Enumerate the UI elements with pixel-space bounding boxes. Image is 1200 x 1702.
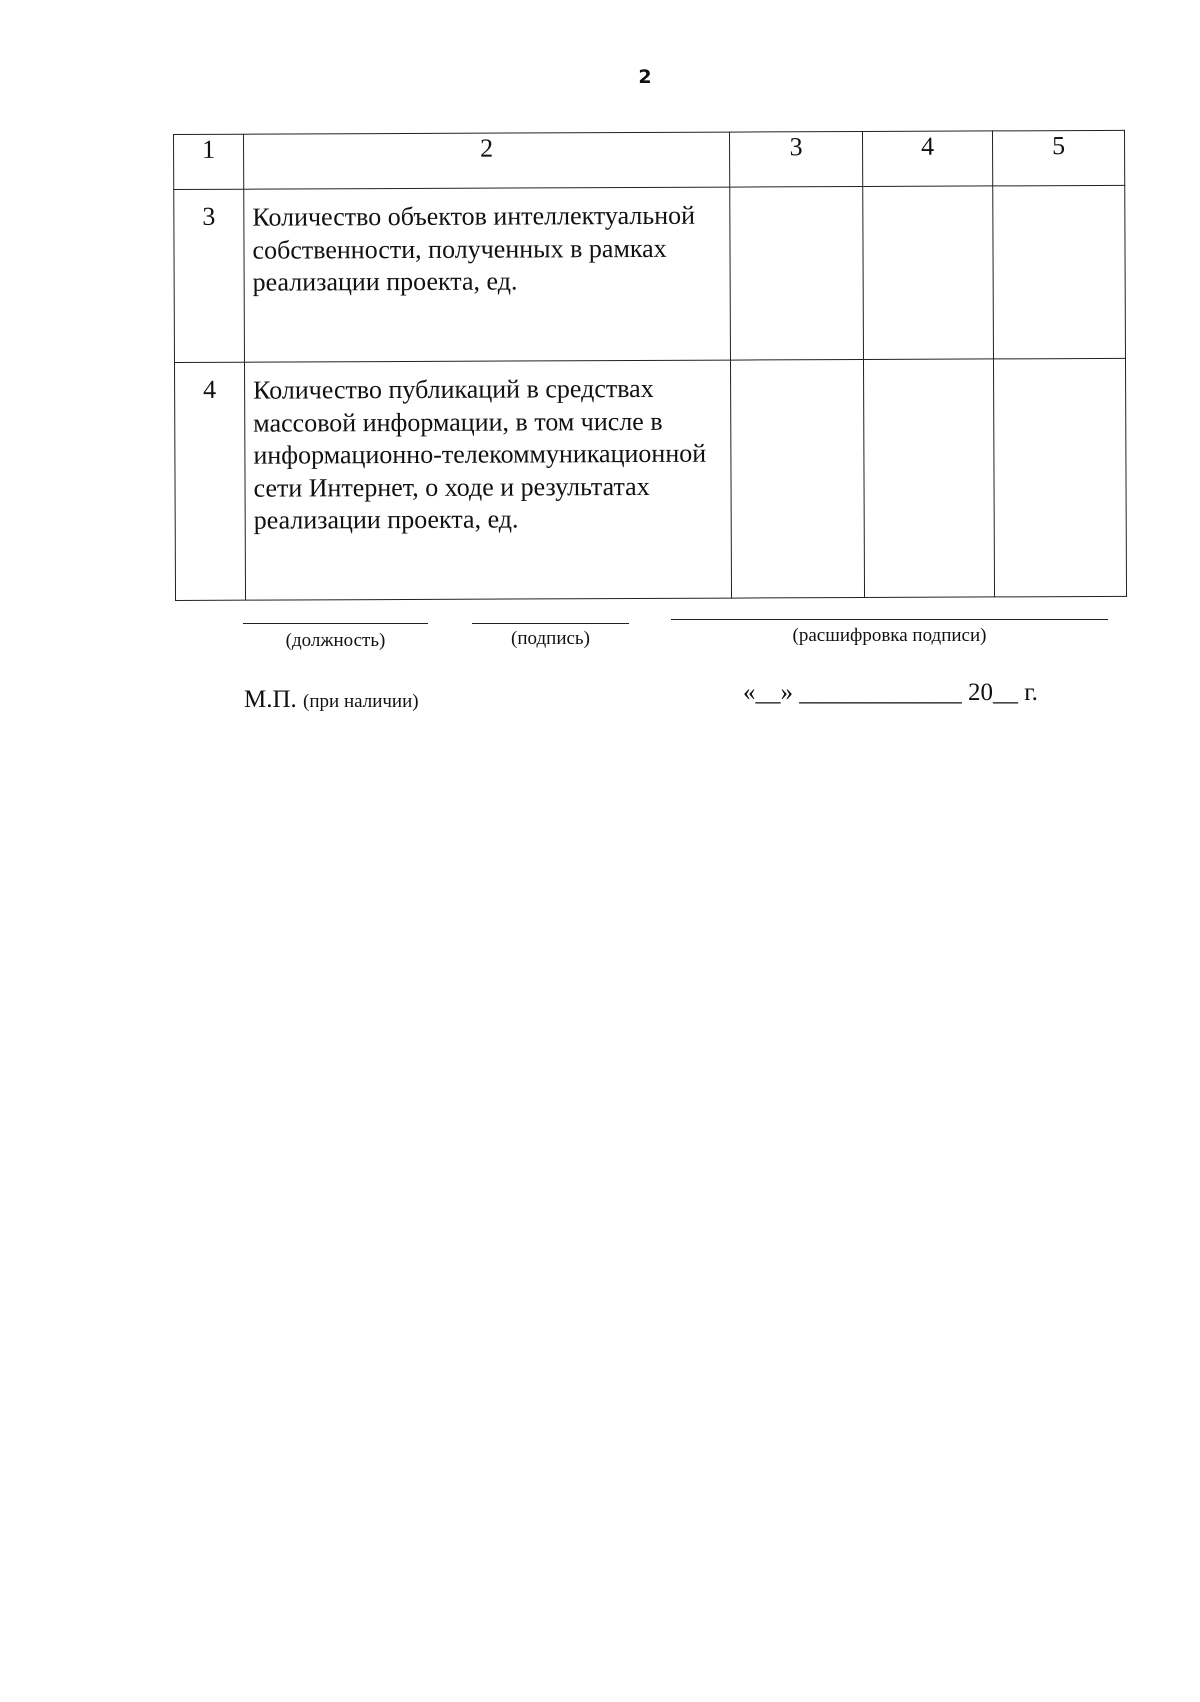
- indicators-table: [173, 130, 1127, 601]
- signature-line[interactable]: [472, 623, 629, 624]
- position-caption: (должность): [285, 630, 386, 651]
- header-cell-1: 1: [174, 134, 244, 189]
- header-cell-5: 5: [992, 130, 1124, 186]
- stamp-label: [244, 686, 419, 714]
- position-line[interactable]: [243, 623, 428, 624]
- value-cell-3[interactable]: [730, 359, 864, 598]
- header-cell-4: 4: [862, 131, 992, 187]
- value-cell-4[interactable]: [863, 186, 994, 360]
- value-cell-3[interactable]: [730, 186, 864, 360]
- indicator-text: Количество объектов интеллектуальной собственности, полученных в рамках реализации проекта, ед.: [244, 187, 731, 362]
- signature-caption: (подпись): [511, 628, 590, 649]
- header-cell-3: 3: [729, 131, 862, 187]
- value-cell-4[interactable]: [863, 359, 994, 598]
- page-number: 2: [638, 66, 652, 88]
- table-row: [174, 358, 1126, 600]
- value-cell-5[interactable]: [993, 185, 1126, 359]
- header-cell-2: 2: [244, 132, 730, 189]
- table-header-row: [174, 130, 1125, 189]
- table-row: [174, 185, 1126, 362]
- stamp-note: (при наличии): [303, 691, 419, 712]
- stamp-main: М.П.: [244, 686, 297, 713]
- value-cell-5[interactable]: [993, 358, 1126, 597]
- row-number: 3: [174, 189, 245, 362]
- decoding-line[interactable]: [671, 619, 1108, 620]
- decoding-caption: (расшифровка подписи): [792, 625, 987, 646]
- row-number: 4: [174, 362, 245, 600]
- date-field[interactable]: «__» _____________ 20__ г.: [743, 679, 1038, 706]
- indicator-text: Количество публикаций в средствах массовой информации, в том числе в информационно-телекоммуникационной сети Интернет, о ходе и результатах реализации проекта, ед.: [244, 360, 731, 600]
